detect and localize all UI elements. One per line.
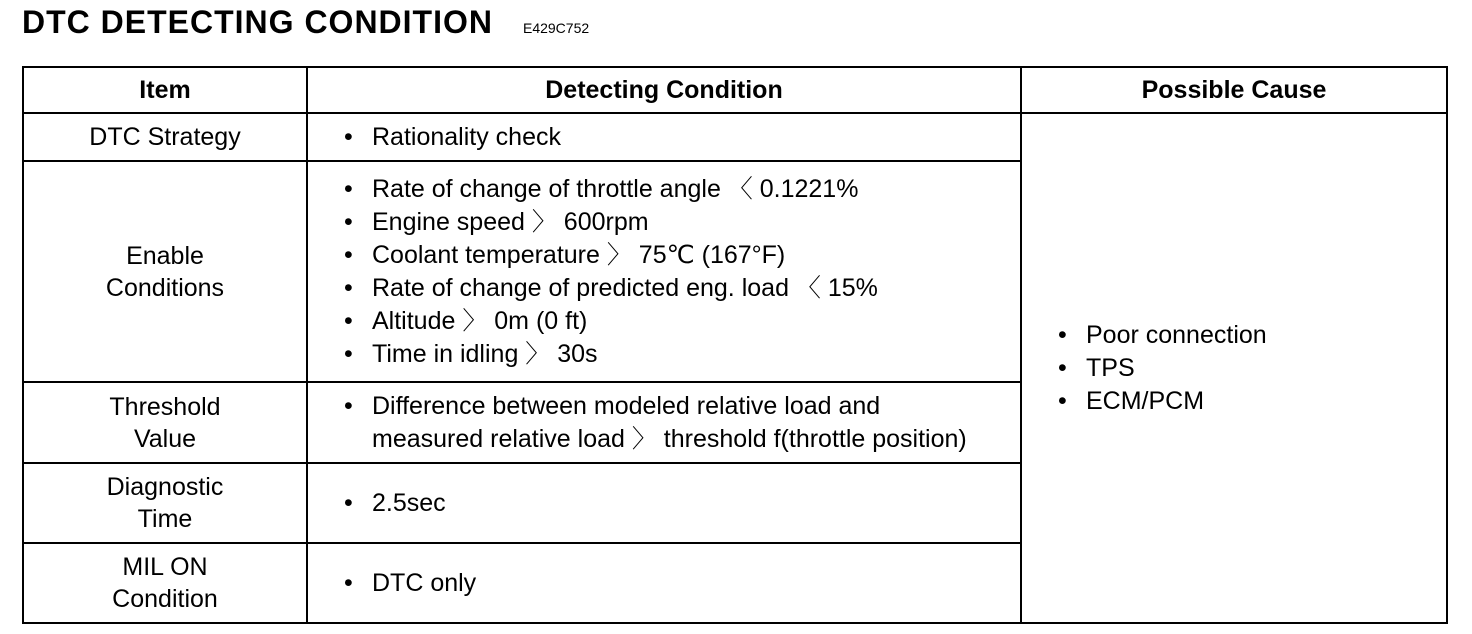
- condition-cell: [307, 382, 1021, 463]
- list-item: [344, 390, 1020, 456]
- item-label-line: Threshold: [109, 392, 221, 421]
- item-label-line: Enable: [126, 241, 204, 270]
- list-item: • Altitude 〉 0m (0 ft): [344, 305, 1020, 338]
- item-cell: [23, 543, 307, 623]
- condition-cell: [307, 113, 1021, 161]
- possible-cause-list: [1058, 319, 1446, 418]
- item-label-line: Diagnostic: [106, 473, 224, 501]
- condition-line: Difference between modeled relative load and: [372, 391, 881, 420]
- condition-list: [344, 173, 1020, 371]
- condition-list: [344, 390, 1020, 456]
- list-item: • Rate of change of throttle angle 〈 0.1221%: [344, 173, 1020, 206]
- dtc-condition-table: [22, 66, 1448, 624]
- item-label-line: Time: [137, 505, 193, 533]
- item-label-line: MIL ON: [122, 553, 208, 581]
- item-label-line: Condition: [112, 585, 218, 613]
- column-header-detecting-condition: Detecting Condition: [307, 67, 1021, 113]
- list-item: • Rationality check: [344, 121, 1020, 154]
- condition-cell: [307, 463, 1021, 543]
- list-item: • 2.5sec: [344, 487, 1020, 520]
- item-label-line: Conditions: [105, 273, 225, 302]
- list-item: • Coolant temperature 〉 75℃ (167°F): [344, 239, 1020, 272]
- document-code: E429C752: [522, 20, 590, 36]
- list-item: • TPS: [1058, 352, 1446, 385]
- list-item: • Poor connection: [1058, 319, 1446, 352]
- list-item: • Time in idling 〉 30s: [344, 338, 1020, 371]
- list-item: • Engine speed 〉 600rpm: [344, 206, 1020, 239]
- list-item: • ECM/PCM: [1058, 385, 1446, 418]
- item-cell: [23, 161, 307, 382]
- list-item: • DTC only: [344, 567, 1020, 600]
- table-row: [23, 113, 1447, 161]
- item-label: DTC Strategy: [89, 123, 241, 151]
- condition-cell: [307, 543, 1021, 623]
- column-header-item: Item: [23, 67, 307, 113]
- page-header: [22, 4, 589, 41]
- table-header-row: [23, 67, 1447, 113]
- list-item: • Rate of change of predicted eng. load 〈 15%: [344, 272, 1020, 305]
- condition-line: measured relative load 〉 threshold f(throttle position): [372, 424, 967, 453]
- condition-list: [344, 121, 1020, 154]
- condition-cell: [307, 161, 1021, 382]
- possible-cause-cell: [1021, 113, 1447, 623]
- condition-list: [344, 487, 1020, 520]
- item-label-line: Value: [133, 424, 197, 453]
- condition-list: [344, 567, 1020, 600]
- page-title: DTC DETECTING CONDITION: [22, 4, 493, 40]
- item-cell: [23, 463, 307, 543]
- item-cell: [23, 113, 307, 161]
- column-header-possible-cause: Possible Cause: [1021, 67, 1447, 113]
- item-cell: [23, 382, 307, 463]
